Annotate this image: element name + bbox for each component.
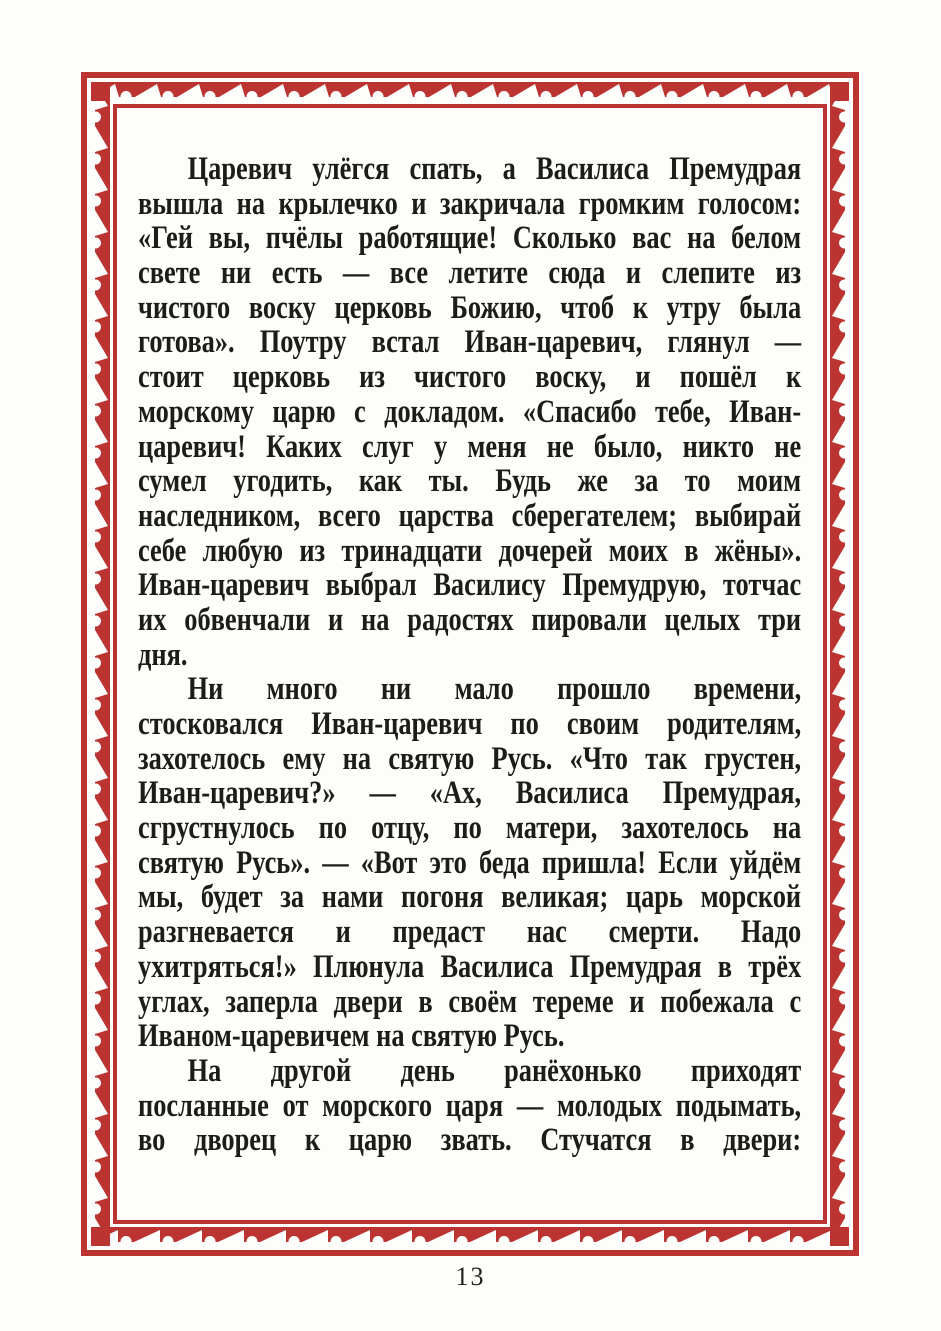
page-number: 13 bbox=[455, 1262, 486, 1291]
text-line: сгрустнулось по отцу, по матери, захотелось на bbox=[138, 810, 802, 847]
story-text bbox=[138, 152, 801, 1158]
paragraph bbox=[138, 152, 801, 672]
text-line: На другой день ранёхонько приходят bbox=[187, 1052, 802, 1089]
border-ornament-bottom bbox=[91, 1227, 849, 1246]
border-ornament-right bbox=[830, 82, 849, 1246]
border-ornament-top bbox=[91, 82, 849, 101]
text-line: дня. bbox=[138, 636, 188, 673]
text-line: мы, будет за нами погоня великая; царь морской bbox=[138, 879, 802, 916]
border-ornament-left bbox=[91, 82, 110, 1246]
text-line: чистого воску церковь Божию, чтоб к утру была bbox=[138, 289, 802, 326]
text-line: во дворец к царю звать. Стучатся в двери: bbox=[138, 1122, 802, 1159]
text-line: их обвенчали и на радостях пировали целых три bbox=[138, 601, 802, 638]
text-line: царевич! Каких слуг у меня не было, никто не bbox=[138, 428, 802, 465]
text-line: захотелось ему на святую Русь. «Что так грустен, bbox=[138, 740, 802, 777]
paragraph bbox=[138, 1054, 801, 1158]
text-line: стоит церковь из чистого воску, и пошёл к bbox=[138, 359, 802, 396]
text-line: углах, заперла двери в своём тереме и побежала с bbox=[138, 983, 802, 1020]
text-line: морскому царю с докладом. «Спасибо тебе, Иван- bbox=[138, 393, 802, 430]
text-line: Иваном-царевичем на святую Русь. bbox=[138, 1018, 565, 1055]
text-line: готова». Поутру встал Иван-царевич, глянул — bbox=[138, 324, 802, 361]
text-line: «Гей вы, пчёлы работящие! Сколько вас на белом bbox=[138, 220, 802, 257]
paragraph bbox=[138, 672, 801, 1054]
text-line: Царевич улёгся спать, а Василиса Премудрая bbox=[187, 151, 802, 187]
text-line: вышла на крылечко и закричала громким голосом: bbox=[138, 185, 802, 222]
text-line: святую Русь». — «Вот это беда пришла! Если уйдём bbox=[138, 844, 802, 881]
text-line: наследником, всего царства сберегателем; выбирай bbox=[138, 497, 802, 534]
text-line: разгневается и предаст нас смерти. Надо bbox=[138, 914, 802, 951]
text-line: стосковался Иван-царевич по своим родителям, bbox=[138, 706, 802, 742]
text-line: Ни много ни мало прошло времени, bbox=[187, 671, 802, 708]
text-line: посланные от морского царя — молодых подымать, bbox=[138, 1087, 802, 1124]
text-line: сумел угодить, как ты. Будь же за то моим bbox=[138, 463, 802, 500]
text-line: ухитряться!» Плюнула Василиса Премудрая в трёх bbox=[138, 948, 802, 985]
text-line: себе любую из тринадцати дочерей моих в жёны». bbox=[138, 532, 802, 569]
text-line: свете ни есть — все летите сюда и слепите из bbox=[138, 255, 802, 292]
text-line: Иван-царевич?» — «Ах, Василиса Премудрая, bbox=[138, 775, 802, 812]
text-line: Иван-царевич выбрал Василису Премудрую, тотчас bbox=[138, 567, 802, 604]
